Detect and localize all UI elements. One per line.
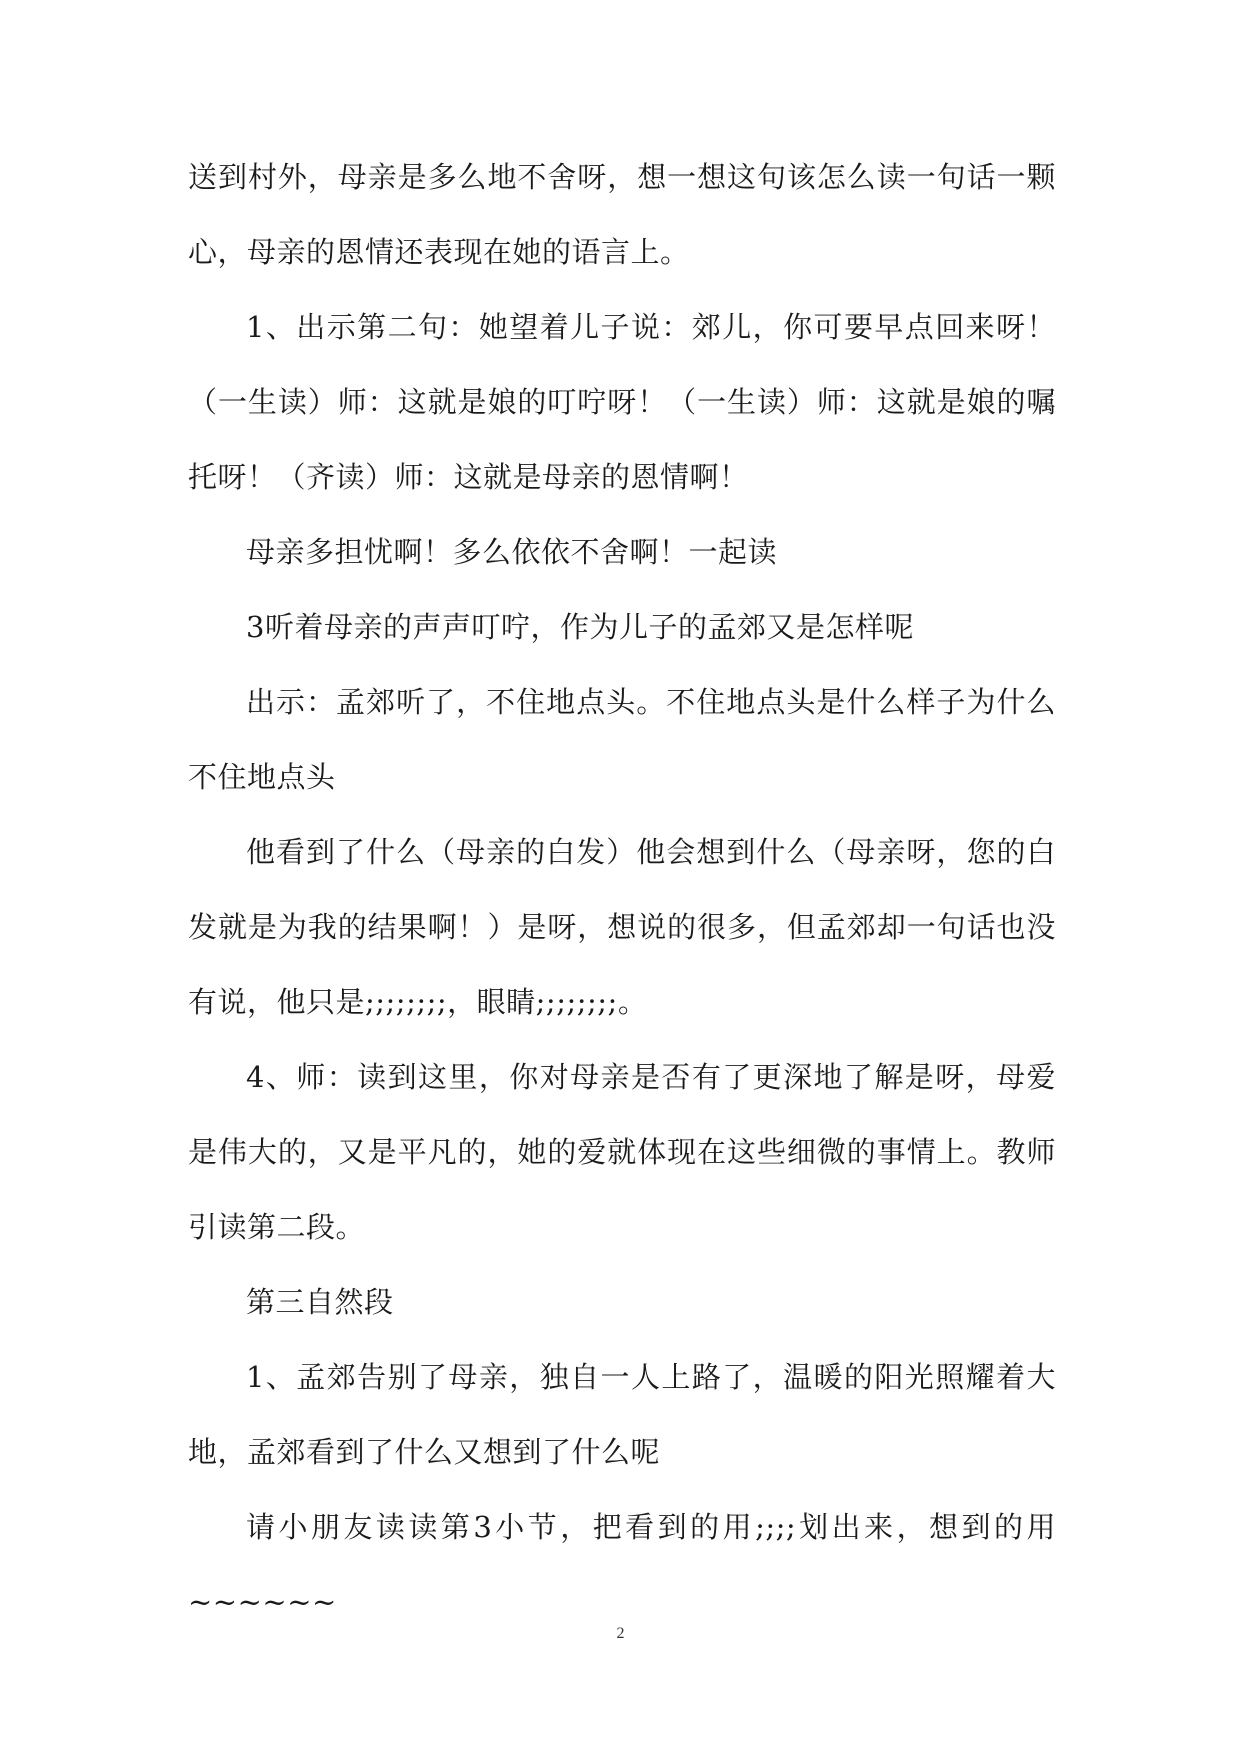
paragraph-4: 3听着母亲的声声叮咛，作为儿子的孟郊又是怎样呢 — [246, 610, 914, 644]
paragraph-6: 他看到了什么（母亲的白发）他会想到什么（母亲呀，您的白发就是为我的结果啊！）是呀，想说的很多，但孟郊却一句话也没有说，他只是;;;;;;;;，眼睛;;;;;;;;。 — [188, 835, 1056, 1019]
paragraph-5: 出示：孟郊听了，不住地点头。不住地点头是什么样子为什么不住地点头 — [188, 685, 1056, 794]
page-number: 2 — [616, 1625, 625, 1642]
paragraph-3: 母亲多担忧啊！多么依依不舍啊！一起读 — [246, 535, 778, 569]
section-heading: 第三自然段 — [246, 1285, 394, 1319]
paragraph-9: 1、孟郊告别了母亲，独自一人上路了，温暖的阳光照耀着大地，孟郊看到了什么又想到了什么呢 — [188, 1360, 1056, 1469]
document-body — [188, 140, 1056, 1640]
paragraph-10: 请小朋友读读第3小节，把看到的用;;;;划出来，想到的用~~~~~~ — [188, 1510, 1056, 1619]
paragraph-1: 送到村外，母亲是多么地不舍呀，想一想这句该怎么读一句话一颗心，母亲的恩情还表现在她的语言上。 — [188, 160, 1056, 269]
paragraph-2: 1、出示第二句：她望着儿子说：郊儿，你可要早点回来呀！（一生读）师：这就是娘的叮咛呀！（一生读）师：这就是娘的嘱托呀！（齐读）师：这就是母亲的恩情啊！ — [188, 310, 1056, 494]
paragraph-7: 4、师：读到这里，你对母亲是否有了更深地了解是呀，母爱是伟大的，又是平凡的，她的爱就体现在这些细微的事情上。教师引读第二段。 — [188, 1060, 1056, 1244]
